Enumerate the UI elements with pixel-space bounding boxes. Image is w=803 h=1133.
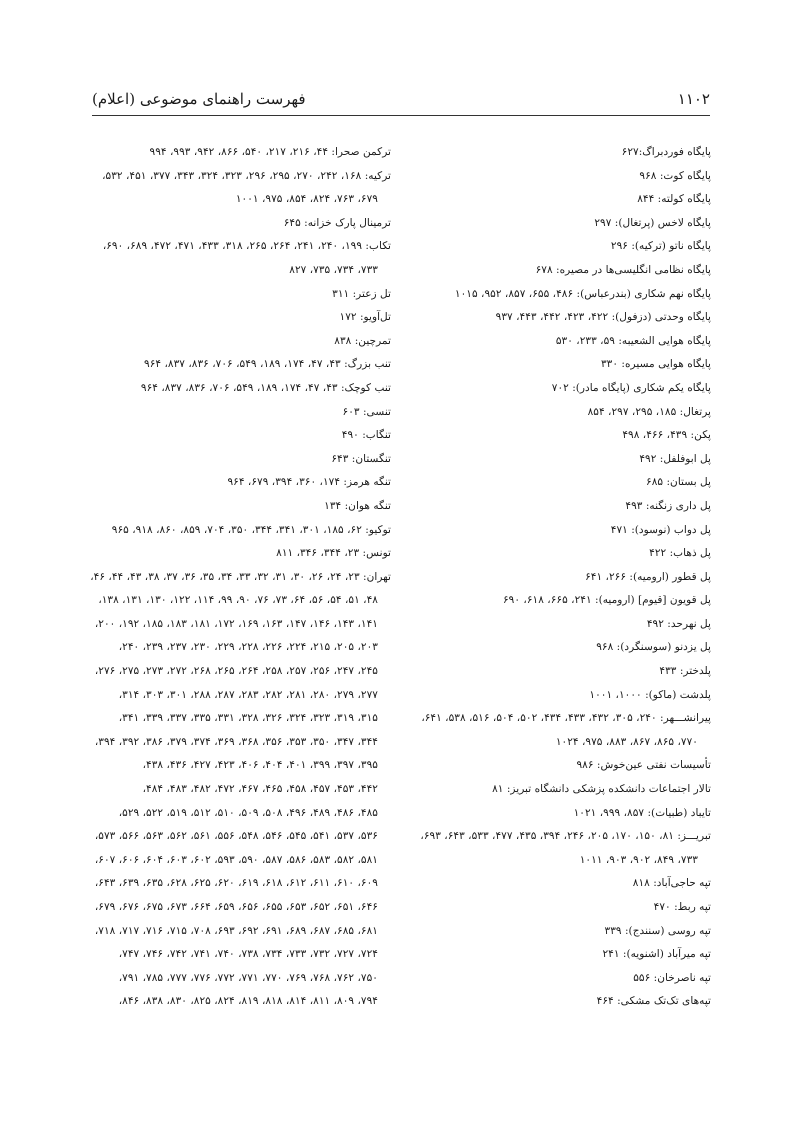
index-entry: ترکمن صحرا: ۴۴، ۲۱۶، ۲۱۷، ۵۴۰، ۸۶۶، ۹۴۲، ۹۹۳، ۹۹۴: [149, 146, 391, 158]
index-entry: پایگاه نظامی انگلیسی‌ها در مصیره: ۶۷۸: [535, 263, 711, 276]
index-entry-continuation: ۶۰۹، ۶۱۰، ۶۱۱، ۶۱۲، ۶۱۸، ۶۱۹، ۶۲۰، ۶۲۵، ۶۲۸، ۶۳۵، ۶۳۹، ۶۴۳،: [94, 877, 378, 890]
index-entry: تنب بزرگ: ۴۳، ۴۷، ۱۷۴، ۱۸۹، ۵۴۹، ۷۰۶، ۸۳۶، ۸۳۷، ۹۶۴: [144, 358, 391, 371]
index-entry: تأسیسات نفتی عین‌خوش: ۹۸۶: [576, 759, 711, 772]
index-entry: پایگاه کوت: ۹۶۸: [639, 169, 711, 182]
index-entry-continuation: ۲۷۷، ۲۷۹، ۲۸۰، ۲۸۱، ۲۸۲، ۲۸۳، ۲۸۷، ۲۸۸، ۳۰۱، ۳۰۳، ۳۱۴،: [118, 688, 378, 701]
index-entry: تونس: ۲۳، ۳۴۴، ۳۴۶، ۸۱۱: [276, 547, 391, 560]
index-entry: تپه ربط: ۴۷۰: [653, 901, 711, 913]
index-entry-continuation: ۶۴۶، ۶۵۱، ۶۵۲، ۶۵۳، ۶۵۵، ۶۵۶، ۶۵۹، ۶۶۴، ۶۷۳، ۶۷۵، ۶۷۶، ۶۷۹،: [94, 901, 378, 913]
index-entry: تنسی: ۶۰۳: [342, 405, 391, 418]
index-entry-continuation: ۲۴۵، ۲۴۷، ۲۵۶، ۲۵۷، ۲۵۸، ۲۶۴، ۲۶۵، ۲۶۸، ۲۷۲، ۲۷۳، ۲۷۵، ۲۷۶،: [94, 665, 378, 678]
index-entry: تل‌آویو: ۱۷۲: [339, 311, 391, 324]
index-entry: پل بستان: ۶۸۵: [646, 476, 711, 489]
index-entry: تبریـــز: ۸۱، ۱۵۰، ۱۷۰، ۲۰۵، ۲۴۶، ۳۹۴، ۴۳۵، ۴۷۷، ۵۳۳، ۶۴۳، ۶۹۳،: [420, 830, 711, 843]
index-entry: تایباد (طبیات): ۸۵۷، ۹۹۹، ۱۰۲۱: [573, 806, 711, 819]
index-entry: پل داری زنگنه: ۴۹۳: [625, 499, 711, 512]
index-entry-continuation: ۵۸۱، ۵۸۲، ۵۸۳، ۵۸۶، ۵۸۷، ۵۹۰، ۵۹۳، ۶۰۲، ۶۰۳، ۶۰۴، ۶۰۶، ۶۰۷،: [94, 853, 378, 866]
index-entry-continuation: ۳۱۵، ۳۱۹، ۳۲۳، ۳۲۴، ۳۲۶، ۳۲۸، ۳۳۱، ۳۳۵، ۳۳۷، ۳۳۹، ۳۴۱،: [118, 712, 378, 725]
index-entry: پرتغال: ۱۸۵، ۲۹۵، ۲۹۷، ۸۵۴: [587, 405, 711, 418]
page-header: [92, 88, 710, 118]
index-column-right: [406, 141, 711, 1014]
index-entry: تنب کوچک: ۴۳، ۴۷، ۱۷۴، ۱۸۹، ۵۴۹، ۷۰۶، ۸۳۶، ۸۳۷، ۹۶۴: [140, 381, 391, 394]
index-entry-continuation: ۶۸۱، ۶۸۵، ۶۸۷، ۶۸۹، ۶۹۱، ۶۹۲، ۶۹۳، ۷۰۸، ۷۱۵، ۷۱۶، ۷۱۷، ۷۱۸،: [94, 924, 378, 937]
index-entry: پایگاه یکم شکاری (پایگاه مادر): ۷۰۲: [551, 381, 711, 394]
index-column-left: [79, 141, 391, 1014]
index-entry-continuation: ۷۵۰، ۷۶۲، ۷۶۸، ۷۶۹، ۷۷۰، ۷۷۱، ۷۷۲، ۷۷۶، ۷۷۷، ۷۸۵، ۷۹۱،: [118, 971, 378, 984]
index-entry: تپه حاجی‌آباد: ۸۱۸: [632, 877, 711, 890]
index-entry: پایگاه نهم شکاری (بندرعباس): ۴۸۶، ۶۵۵، ۸۵۷، ۹۵۲، ۱۰۱۵: [454, 287, 711, 300]
page-number: ۱۱۰۲: [677, 90, 710, 108]
index-entry-continuation: ۵۳۶، ۵۳۷، ۵۴۱، ۵۴۵، ۵۴۶، ۵۴۸، ۵۵۶، ۵۶۱، ۵۶۲، ۵۶۳، ۵۶۶، ۵۷۳،: [94, 830, 378, 843]
index-entry-continuation: ۳۴۴، ۳۴۷، ۳۵۰، ۳۵۳، ۳۵۶، ۳۶۸، ۳۶۹، ۳۷۴، ۳۷۹، ۳۸۶، ۳۹۲، ۳۹۴،: [94, 735, 378, 748]
index-entry: پایگاه لاخس (پرتغال): ۲۹۷: [594, 216, 711, 229]
index-entry: پایگاه هوایی الشعیبه: ۵۹، ۲۳۳، ۵۳۰: [555, 334, 711, 347]
header-rule: [92, 115, 710, 116]
index-entry-continuation: ۷۳۳، ۸۴۹، ۹۰۲، ۹۰۳، ۱۰۱۱: [579, 853, 698, 866]
index-entry: تل زعتر: ۳۱۱: [332, 287, 391, 300]
index-entry: توکیو: ۶۲، ۱۸۵، ۳۰۱، ۳۴۱، ۳۴۴، ۳۵۰، ۷۰۴، ۸۵۹، ۸۶۰، ۹۱۸، ۹۶۵: [111, 523, 391, 536]
index-entry-continuation: ۷۹۴، ۸۰۹، ۸۱۱، ۸۱۴، ۸۱۸، ۸۱۹، ۸۲۴، ۸۲۵، ۸۳۰، ۸۳۸، ۸۴۶،: [118, 995, 378, 1008]
index-entry-continuation: ۷۲۴، ۷۲۷، ۷۳۲، ۷۳۳، ۷۳۴، ۷۳۸، ۷۴۰، ۷۴۱، ۷۴۲، ۷۴۶، ۷۴۷،: [118, 948, 378, 961]
index-entry: تنگاب: ۴۹۰: [341, 429, 391, 442]
index-entry: ترمینال پارک خزانه: ۶۴۵: [283, 216, 391, 229]
index-entry: پیرانشـــهر: ۲۴۰، ۳۰۵، ۴۳۲، ۴۳۳، ۴۳۴، ۵۰۲، ۵۰۴، ۵۱۶، ۵۳۸، ۶۴۱،: [421, 712, 711, 725]
index-entry-continuation: ۶۷۹، ۷۶۳، ۸۲۴، ۸۵۴، ۹۷۵، ۱۰۰۱: [235, 193, 378, 206]
index-entry: تالار اجتماعات دانشکده پزشکی دانشگاه تبریز: ۸۱: [492, 783, 711, 796]
index-entry-continuation: ۳۹۵، ۳۹۷، ۳۹۹، ۴۰۱، ۴۰۴، ۴۰۶، ۴۲۳، ۴۲۷، ۴۳۶، ۴۳۸،: [142, 759, 378, 772]
index-entry: پل ابوفلفل: ۴۹۲: [639, 452, 711, 465]
index-entry: تکاب: ۱۹۹، ۲۴۰، ۲۴۱، ۲۶۴، ۲۶۵، ۳۱۸، ۴۳۳، ۴۷۱، ۴۷۲، ۶۸۹، ۶۹۰،: [102, 240, 391, 253]
index-entry-continuation: ۴۸۵، ۴۸۶، ۴۸۹، ۴۹۶، ۵۰۸، ۵۰۹، ۵۱۰، ۵۱۲، ۵۱۹، ۵۲۲، ۵۲۹،: [118, 806, 378, 819]
index-entry-continuation: ۷۳۳، ۷۳۴، ۷۳۵، ۸۲۷: [289, 263, 378, 276]
index-entry: تنگستان: ۶۴۳: [331, 452, 391, 465]
index-entry: تمرچین: ۸۳۸: [334, 334, 391, 347]
index-entry: پل قویون [قیوم] (ارومیه): ۲۴۱، ۶۶۵، ۶۱۸، ۶۹۰: [502, 594, 711, 607]
index-entry: پایگاه هوایی مسیره: ۳۳۰: [600, 358, 711, 371]
index-entry: تپه روسی (سنندج): ۳۳۹: [604, 924, 711, 937]
index-entry: پایگاه وحدتی (دزفول): ۴۲۲، ۴۲۳، ۴۴۲، ۴۴۳، ۹۳۷: [495, 311, 711, 324]
index-entry: پلدشت (ماکو): ۱۰۰۰، ۱۰۰۱: [589, 688, 711, 701]
index-entry: پل ذهاب: ۴۲۲: [649, 547, 711, 560]
index-entry: تنگه هرمز: ۱۷۴، ۳۶۰، ۳۹۴، ۶۷۹، ۹۶۴: [227, 476, 391, 489]
index-entry-continuation: ۲۰۳، ۲۰۵، ۲۱۵، ۲۲۴، ۲۲۶، ۲۲۸، ۲۲۹، ۲۳۰، ۲۳۷، ۲۳۹، ۲۴۰،: [118, 641, 378, 654]
index-entry: تپه میرآباد (اشنویه): ۲۴۱: [602, 948, 711, 961]
index-entry: ترکیه: ۱۶۸، ۲۴۲، ۲۷۰، ۲۹۵، ۲۹۶، ۳۲۳، ۳۲۴، ۳۴۳، ۳۷۷، ۴۵۱، ۵۳۲،: [102, 169, 391, 182]
index-entry: تهران: ۲۳، ۲۴، ۲۶، ۳۰، ۳۱، ۳۲، ۳۳، ۳۴، ۳۵، ۳۶، ۳۷، ۳۸، ۴۳، ۴۴، ۴۶،: [90, 570, 391, 583]
index-entry-continuation: ۴۸، ۵۱، ۵۴، ۵۶، ۶۴، ۷۳، ۷۶، ۹۰، ۹۹، ۱۱۴، ۱۲۲، ۱۳۰، ۱۳۱، ۱۳۸،: [98, 594, 378, 607]
index-entry: تپه ناصرخان: ۵۵۶: [633, 971, 711, 984]
index-entry-continuation: ۴۴۲، ۴۵۳، ۴۵۷، ۴۵۸، ۴۶۵، ۴۶۷، ۴۷۲، ۴۸۲، ۴۸۳، ۴۸۴،: [142, 783, 378, 796]
index-entry: پل یزدنو (سوسنگرد): ۹۶۸: [596, 641, 711, 654]
index-entry: پل نهرحد: ۴۹۲: [646, 617, 711, 630]
index-entry: تپه‌های تک‌تک مشکی: ۴۶۴: [596, 995, 711, 1008]
index-entry-continuation: ۷۷۰، ۸۶۵، ۸۶۷، ۸۸۳، ۹۷۵، ۱۰۲۴: [555, 735, 698, 748]
index-entry-continuation: ۱۴۱، ۱۴۳، ۱۴۶، ۱۴۷، ۱۶۳، ۱۶۹، ۱۷۲، ۱۸۱، ۱۸۳، ۱۸۵، ۱۹۲، ۲۰۰،: [94, 617, 378, 630]
index-entry: پکن: ۴۳۹، ۴۶۶، ۴۹۸: [622, 429, 711, 442]
index-entry: پایگاه ناتو (ترکیه): ۲۹۶: [610, 240, 711, 253]
index-entry: تنگه هوان: ۱۳۴: [324, 499, 391, 512]
index-entry: پایگاه کولته: ۸۴۴: [637, 193, 711, 206]
index-entry: پلدختر: ۴۳۳: [659, 665, 711, 678]
index-entry: پل قطور (ارومیه): ۲۶۶، ۶۴۱: [585, 570, 711, 583]
index-entry: پایگاه فوردبراگ:۶۲۷: [621, 146, 711, 158]
index-entry: پل دواب (نوسود): ۴۷۱: [610, 523, 711, 536]
running-title: فهرست راهنمای موضوعی (اعلام): [92, 90, 306, 108]
